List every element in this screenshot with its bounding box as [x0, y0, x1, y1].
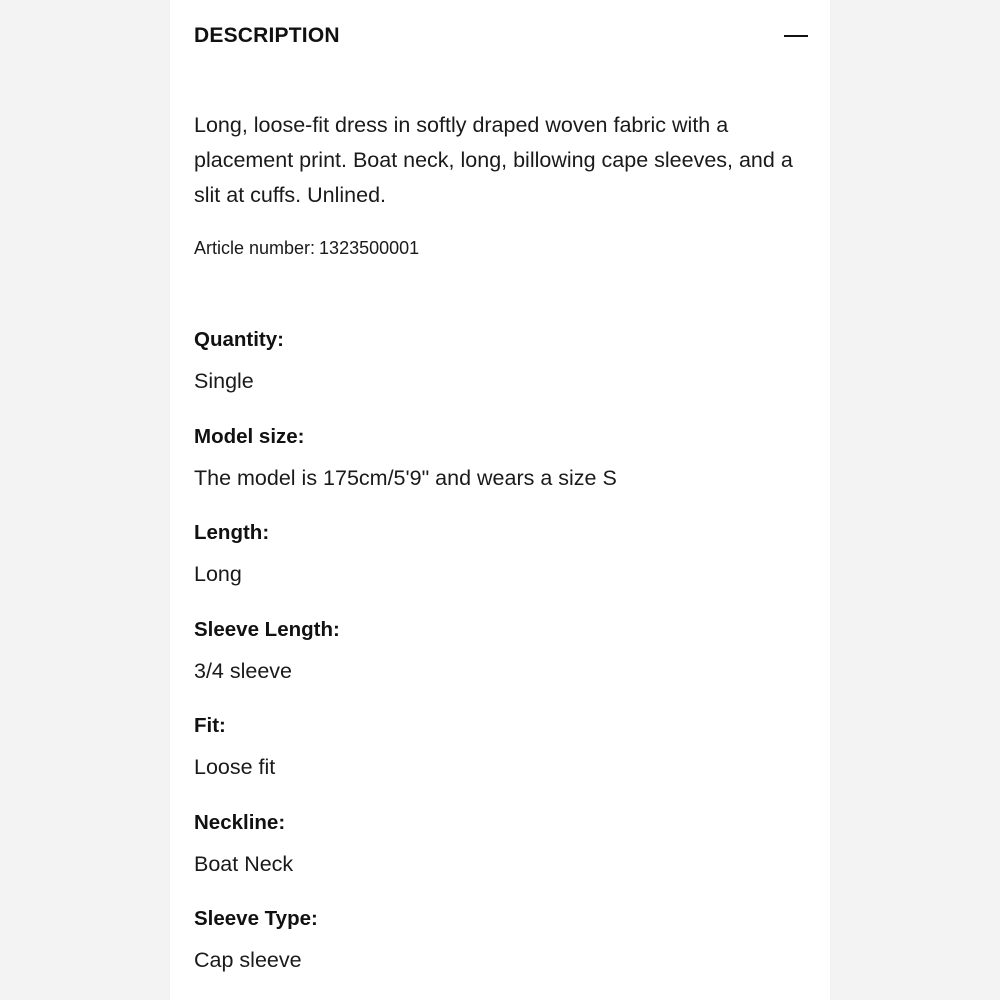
attribute-fit — [194, 711, 814, 808]
article-number — [194, 238, 419, 259]
attribute-model-size — [194, 422, 814, 519]
attribute-value: Single — [194, 369, 254, 393]
attribute-value: Boat Neck — [194, 851, 294, 876]
attribute-label: Quantity: — [194, 328, 284, 351]
attribute-label: Fit: — [194, 714, 226, 737]
attribute-quantity — [194, 325, 814, 422]
product-description-panel — [170, 0, 830, 1000]
attribute-value: 3/4 sleeve — [194, 658, 293, 683]
attribute-value: Loose fit — [194, 755, 276, 779]
article-number-value: 1323500001 — [319, 238, 420, 258]
attribute-neckline — [194, 808, 814, 905]
attribute-value: The model is 175cm/5'9" and wears a size S — [194, 465, 617, 490]
attribute-label: Sleeve Length: — [194, 617, 340, 641]
attributes-list — [194, 325, 814, 1000]
attribute-length — [194, 518, 814, 615]
attribute-value: Cap sleeve — [194, 948, 302, 972]
description-text: Long, loose-fit dress in softly draped woven fabric with a placement print. Boat neck, long, billowing cape sleeves, and a slit at cuffs. Unlined. — [194, 113, 793, 207]
description-accordion-header[interactable] — [194, 22, 810, 52]
attribute-label: Neckline: — [194, 810, 286, 834]
attribute-sleeve-type — [194, 904, 814, 1000]
attribute-label: Model size: — [194, 424, 305, 448]
attribute-label: Length: — [194, 521, 270, 544]
section-title: DESCRIPTION — [194, 24, 340, 47]
article-number-label: Article number: — [194, 238, 316, 258]
attribute-value: Long — [194, 562, 242, 586]
attribute-label: Sleeve Type: — [194, 907, 318, 930]
attribute-sleeve-length — [194, 615, 814, 712]
minus-icon[interactable] — [784, 35, 810, 38]
